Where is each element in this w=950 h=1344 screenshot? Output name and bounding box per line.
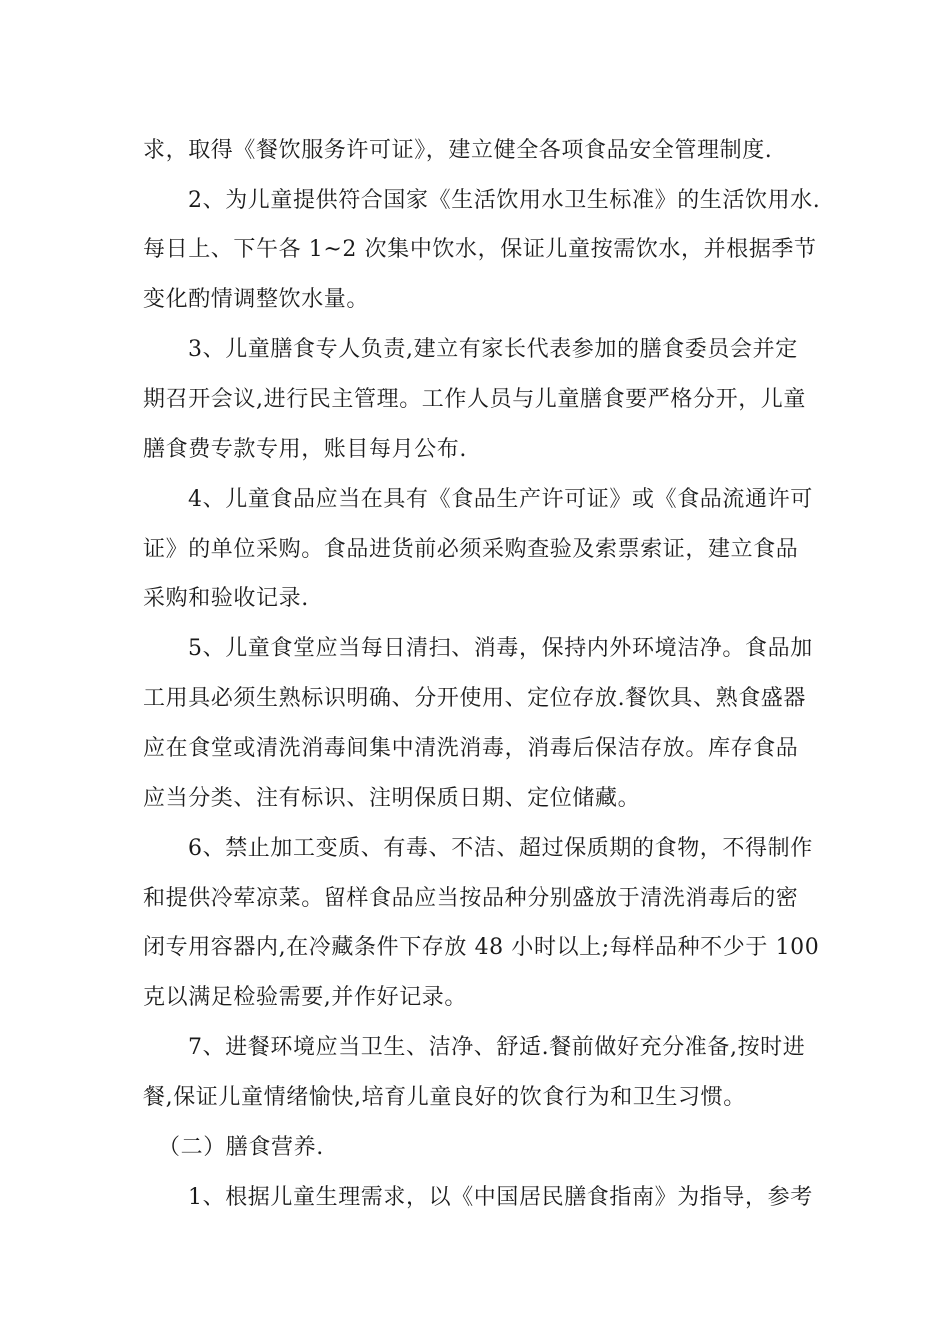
text-line: 应当分类、注有标识、注明保质日期、定位储藏。 — [143, 786, 641, 811]
text-line: 应在食堂或清洗消毒间集中清洗消毒，消毒后保洁存放。库存食品 — [143, 736, 799, 761]
section-heading: （二）膳食营养. — [158, 1135, 324, 1160]
text-line: 1、根据儿童生理需求，以《中国居民膳食指南》为指导，参考 — [188, 1185, 813, 1210]
text-line: 求，取得《餐饮服务许可证》，建立健全各项食品安全管理制度. — [143, 138, 773, 163]
text-line: 采购和验收记录. — [143, 586, 309, 611]
text-line: 4、儿童食品应当在具有《食品生产许可证》或《食品流通许可 — [188, 487, 813, 512]
text-line: 膳食费专款专用，账目每月公布. — [143, 437, 467, 462]
text-line: 3、儿童膳食专人负责,建立有家长代表参加的膳食委员会并定 — [188, 337, 798, 362]
text-line: 证》的单位采购。食品进货前必须采购查验及索票索证，建立食品 — [143, 537, 799, 562]
text-line: 餐,保证儿童情绪愉快,培育儿童良好的饮食行为和卫生习惯。 — [143, 1085, 746, 1110]
text-line: 克以满足检验需要,并作好记录。 — [143, 985, 467, 1010]
text-line: 5、儿童食堂应当每日清扫、消毒，保持内外环境洁净。食品加 — [188, 636, 813, 661]
text-line: 工用具必须生熟标识明确、分开使用、定位存放.餐饮具、熟食盛器 — [143, 686, 806, 711]
text-line: 变化酌情调整饮水量。 — [143, 287, 370, 312]
text-line: 2、为儿童提供符合国家《生活饮用水卫生标准》的生活饮用水. — [188, 188, 821, 213]
text-line: 6、禁止加工变质、有毒、不洁、超过保质期的食物，不得制作 — [188, 836, 813, 861]
text-line: 期召开会议,进行民主管理。工作人员与儿童膳食要严格分开，儿童 — [143, 387, 806, 412]
text-line: 7、进餐环境应当卫生、洁净、舒适.餐前做好充分准备,按时进 — [188, 1035, 806, 1060]
text-line: 闭专用容器内,在冷藏条件下存放 48 小时以上;每样品种不少于 100 — [143, 935, 820, 960]
text-line: 每日上、下午各 1~2 次集中饮水，保证儿童按需饮水，并根据季节 — [143, 237, 817, 262]
text-line: 和提供冷荤凉菜。留样食品应当按品种分别盛放于清洗消毒后的密 — [143, 886, 799, 911]
